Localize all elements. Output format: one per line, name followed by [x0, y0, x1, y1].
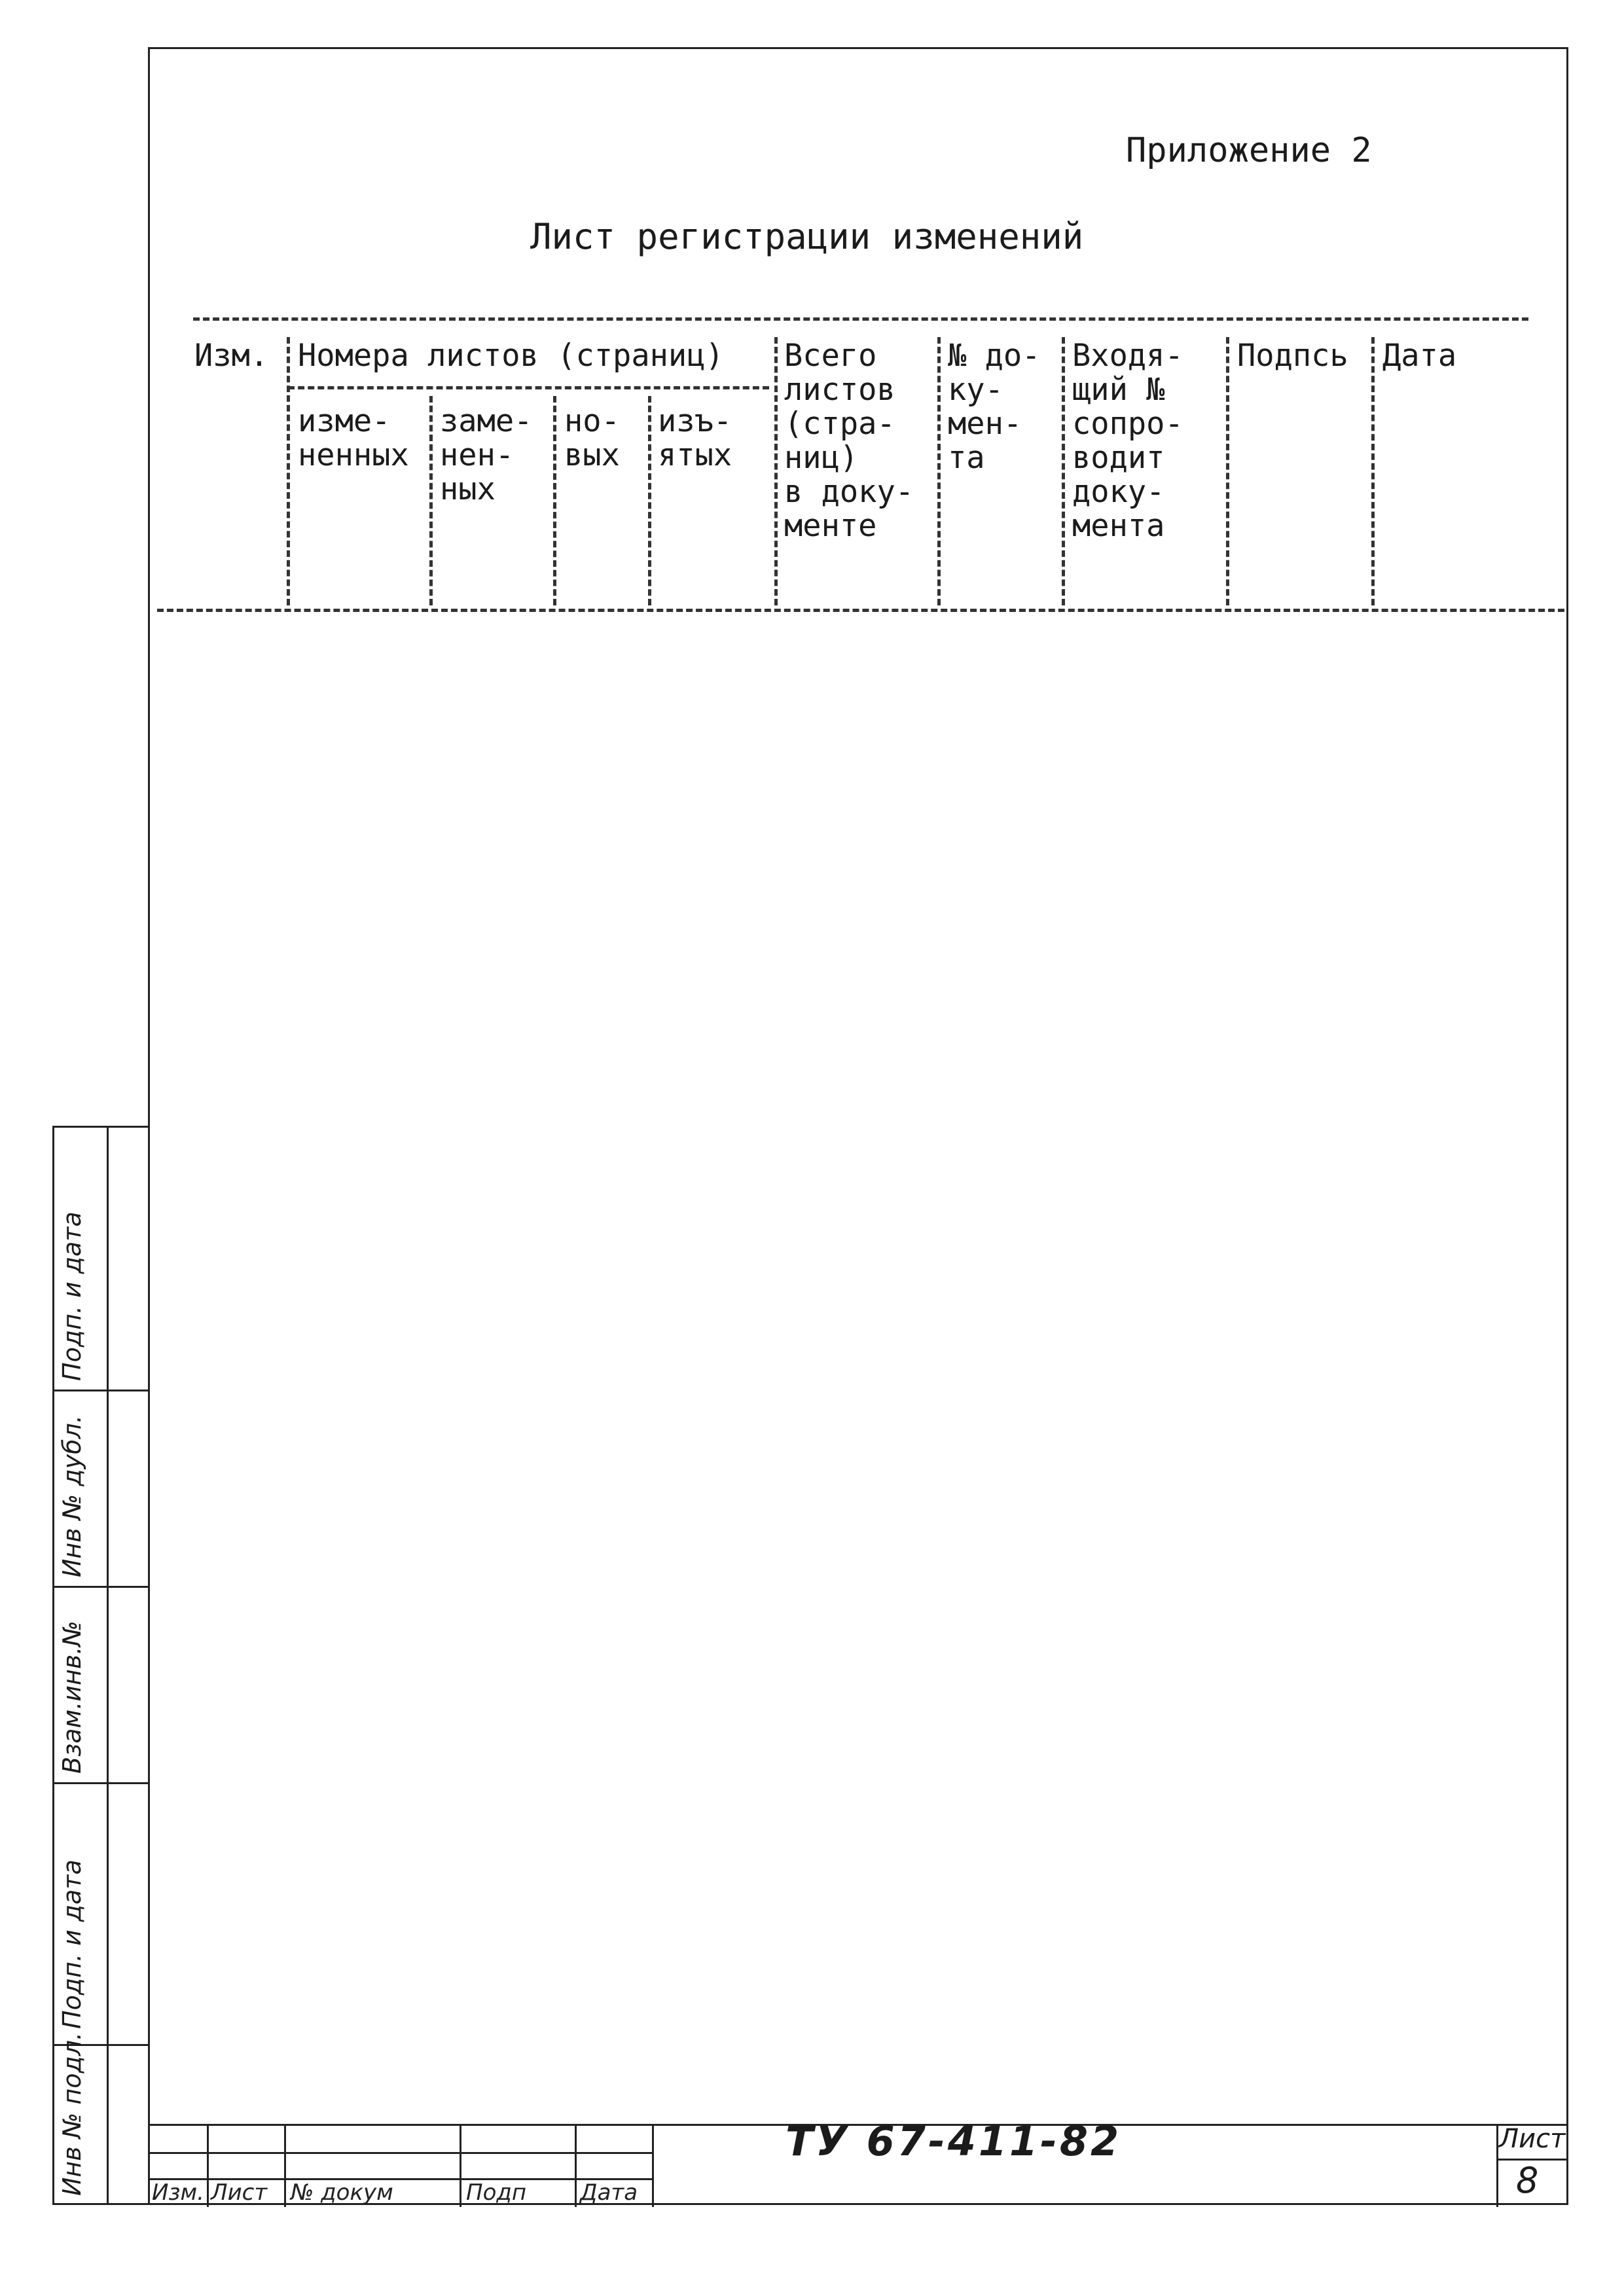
col-header-incoming: Входя- щий № сопро- водит доку- мента	[1072, 338, 1183, 544]
col-header-doc-no: № до- ку- мен- та	[948, 338, 1041, 476]
col-header-new: но- вых	[564, 403, 620, 473]
col-sep-2	[429, 396, 433, 605]
col-header-izm: Изм.	[194, 338, 269, 374]
col-header-date: Дата	[1382, 338, 1457, 374]
stamp-caption-izm: Изм.	[152, 2179, 204, 2206]
document-code: ТУ 67-411-82	[785, 2117, 1122, 2165]
col-sep-4	[648, 396, 651, 605]
stamp-caption-list: Лист	[211, 2179, 268, 2206]
sheet-label: Лист	[1499, 2124, 1566, 2154]
sheet-number: 8	[1516, 2160, 1539, 2201]
stamp-caption-date: Дата	[580, 2179, 638, 2206]
col-header-numbers: Номера листов (страниц)	[298, 338, 724, 374]
margin-label-replaced-inv: Взам.инв.№	[58, 1621, 86, 1774]
appendix-label: Приложение 2	[1126, 131, 1372, 170]
col-header-total: Всего листов (стра- ниц) в доку- менте	[784, 338, 914, 544]
col-header-signature: Подпсь	[1237, 338, 1348, 374]
col-sep-1	[287, 337, 290, 605]
col-header-changed: изме- ненных	[298, 403, 409, 473]
table-bottom-rule	[157, 609, 1564, 612]
col-header-replaced: заме- нен- ных	[440, 403, 533, 507]
col-sep-3	[553, 396, 556, 605]
margin-label-sign-date: Подп. и дата	[58, 1859, 86, 2029]
page-title: Лист регистрации изменений	[530, 216, 1084, 257]
margin-label-sign-date-top: Подп. и дата	[58, 1211, 86, 1381]
margin-label-inv-orig: Инв № подл.	[58, 2032, 86, 2196]
stamp-caption-sign: Подп	[466, 2179, 527, 2206]
margin-label-inv-dup: Инв № дубл.	[58, 1415, 86, 1577]
table-top-rule	[193, 317, 1528, 321]
col-sep-6	[937, 337, 941, 605]
col-sep-8	[1226, 337, 1229, 605]
stamp-caption-doc: № докум	[291, 2179, 393, 2206]
col-sep-9	[1371, 337, 1375, 605]
col-sep-5	[774, 337, 778, 605]
col-sep-7	[1062, 337, 1065, 605]
subheader-rule	[288, 386, 769, 389]
col-header-removed: изъ- ятых	[658, 403, 732, 473]
